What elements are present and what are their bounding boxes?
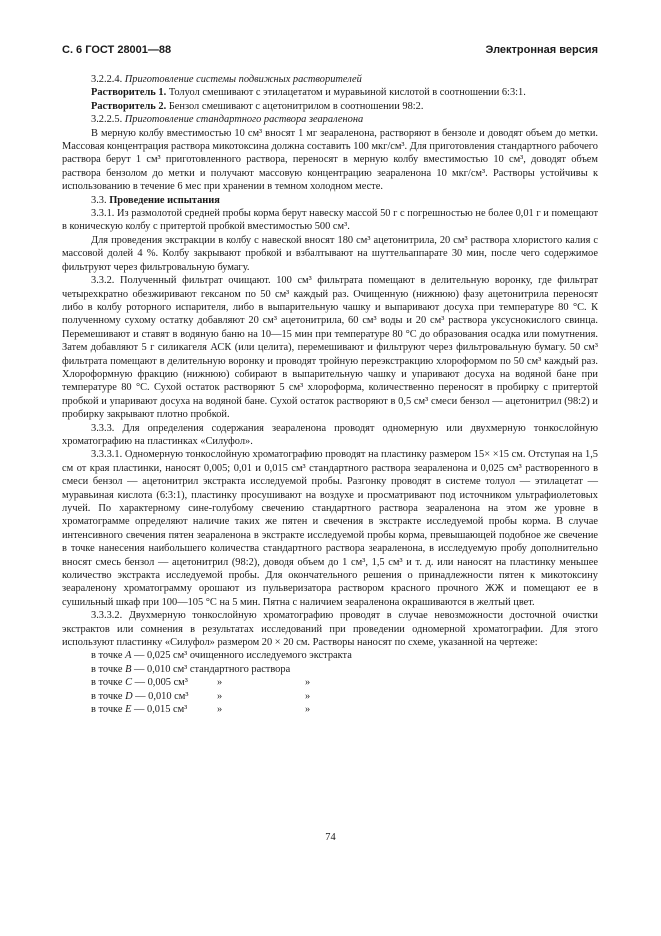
ditto-mark: »	[217, 690, 223, 702]
point-letter: C	[125, 677, 132, 689]
list-item	[91, 676, 598, 689]
solvent-2-label: Растворитель 2.	[91, 100, 167, 112]
section-3225-heading	[62, 113, 598, 126]
solvent-1-text: Толуол смешивают с этилацетатом и муравьиной кислотой в соотношении 6:3:1.	[168, 87, 526, 99]
solvent-2-paragraph	[62, 100, 598, 113]
point-letter: B	[125, 663, 132, 675]
point-prefix: в точке	[91, 677, 126, 689]
header-electronic-version: Электронная версия	[485, 44, 598, 56]
ditto-mark: »	[217, 677, 223, 689]
point-letter: A	[125, 650, 132, 662]
header-gost-number: С. 6 ГОСТ 28001—88	[62, 44, 172, 56]
page-number: 74	[325, 832, 336, 843]
point-text: — 0,010 см³ стандартного раствора	[131, 663, 291, 675]
list-item	[91, 663, 598, 676]
section-3225-text: В мерную колбу вместимостью 10 см³ вносят 1 мг зеараленона, растворяют в бензоле и доводят объем до метки. Массовая концентрация раствора микотоксина должна составить 100 мкг/см³. Для приготовления стандартного рабочего раствора берут 1 см³ приготовленного раствора, переносят в мерную колбу вместимостью 10 см³, доводят объем раствора бензолом до метки и получают массовую концентрацию зеараленона 10 мкг/см³. Растворы устойчивы к использованию в течение 6 мес при хранении в темном холодном месте.	[62, 127, 598, 193]
list-item	[91, 690, 598, 703]
section-number: 3.2.2.5.	[91, 114, 123, 126]
section-333-text: 3.3.3. Для определения содержания зеараленона проводят одномерную или двухмерную тонкослойную хроматографию на пластинках «Силуфол».	[62, 422, 598, 447]
solvent-1-paragraph	[62, 86, 598, 99]
ditto-mark: »	[305, 704, 311, 716]
solvent-2-text: Бензол смешивают с ацетонитрилом в соотношении 98:2.	[168, 100, 424, 112]
list-item	[91, 649, 598, 662]
ditto-mark: »	[305, 690, 311, 702]
list-item	[91, 703, 598, 716]
point-prefix: в точке	[91, 650, 126, 662]
section-332-text: 3.3.2. Полученный фильтрат очищают. 100 см³ фильтрата помещают в делительную воронку, где фильтрат четырехкратно обезжиривают гексаном по 50 см³ каждый раз. Очищенную (нижнюю) фазу ацетонитрила переносят либо в колбу роторного испарителя, либо в выпарительную чашку и выпаривают досуха при температуре 80 °С. К полученному сухому остатку добавляют 20 см³ ацетонитрила, 60 см³ воды и 20 см³ раствора уксуснокислого свинца. Перемешивают и ставят в водяную баню на 10—15 мин при температуре 80 °С до образования осадка или помутнения. Затем добавляют 5 г силикагеля АСК (или целита), перемешивают и фильтруют через фильтровальную бумагу. 50 см³ фильтрата помещают в делительную воронку и проводят тройную переэкстракцию хлороформом по 50 см³ каждый раз. Хлороформную фракцию (нижнюю) собирают в выпарительную чашку и упаривают досуха на водяной бане при температуре 80 °С. Сухой остаток растворяют 5 см³ хлороформа, количественно переносят в пробирку с притертой пробкой и упаривают досуха на водяной бане. Сухой остаток растворяют в 0,5 см³ смеси бензол — ацетонитрил (98:2) и пробирку закрывают плотно пробкой.	[62, 275, 598, 421]
section-3224-heading	[62, 73, 598, 86]
point-text: — 0,015 см³	[131, 704, 188, 716]
section-title: Проведение испытания	[109, 194, 220, 206]
point-letter: E	[125, 704, 132, 716]
section-title: Приготовление стандартного раствора зеараленона	[124, 114, 364, 126]
ditto-mark: »	[217, 704, 223, 716]
solvent-1-label: Растворитель 1.	[91, 87, 167, 99]
point-prefix: в точке	[91, 663, 126, 675]
application-points-list	[62, 649, 598, 716]
point-text: — 0,010 см³	[132, 690, 189, 702]
section-3331-text: 3.3.3.1. Одномерную тонкослойную хроматографию проводят на пластинку размером 15× ×15 см. Отступая на 1,5 см от края пластинки, наносят 0,005; 0,01 и 0,015 см³ стандартного раствора зеараленона и 0,025 см³ растворенного в смеси бензол — ацетонитрил экстракта исследуемой пробы. Разгонку проводят в системе толуол — этилацетат — муравьиная кислота (6:3:1), пластинку просушивают на воздухе и просматривают под источником ультрафиолетовых лучей. По характерному сине-голубому свечению стандартного раствора зеараленона на этом же уровне в хроматограмме определяют наличие таких же пятен и свечения в экстракте исследуемой пробы корма. В случае интенсивного свечения пятен зеараленона в экстракте исследуемой пробы корма, превышающей подобное же свечение в точке нанесения наибольшего количества стандартного раствора зеараленона, в исследуемую пробу дополнительно вносят смесь бензол — ацетонитрил (98:2), доводя объем до 1 см³, 1,5 см³ и т. д. или наносят на пластинку меньшее количество экстракта исследуемой пробы. Для окончательного решения о принадлежности пятен к микотоксину зеараленону хроматограмму орошают из пульверизатора раствором красного прочного ЖЖ и помещают ее в сушильный шкаф при 100—105 °С на 5 мин. Пятна с наличием зеараленона окрашиваются в желтый цвет.	[62, 449, 598, 608]
section-number: 3.2.2.4.	[91, 74, 123, 85]
point-text: — 0,025 см³ очищенного исследуемого экстракта	[131, 650, 352, 662]
section-number: 3.3.	[91, 194, 107, 206]
ditto-mark: »	[305, 677, 311, 689]
section-331-extraction-text: Для проведения экстракции в колбу с навеской вносят 180 см³ ацетонитрила, 20 см³ раствора хлористого калия с массовой долей 4 %. Колбу закрывают пробкой и взбалтывают на шуттельаппарате 30 мин, после чего содержимое фильтруют через фильтровальную бумагу.	[62, 234, 598, 273]
section-331-text: 3.3.1. Из размолотой средней пробы корма берут навеску массой 50 г с погрешностью не более 0,01 г и помещают в коническую колбу с притертой пробкой вместимостью 500 см³.	[62, 208, 598, 233]
point-letter: D	[125, 690, 133, 702]
point-prefix: в точке	[91, 704, 126, 716]
section-3332-text: 3.3.3.2. Двухмерную тонкослойную хроматографию проводят в случае невозможности досточной очистки экстрактов или сомнения в результатах исследований при проведении одномерной хроматографии. Для этого используют пластинку «Силуфол» размером 20 × 20 см. Растворы наносят по схеме, указанной на чертеже:	[62, 610, 598, 649]
section-title: Приготовление системы подвижных растворителей	[124, 74, 362, 85]
section-33-heading	[62, 194, 598, 207]
point-prefix: в точке	[91, 690, 126, 702]
point-text: — 0,005 см³	[132, 677, 188, 689]
body-text	[62, 73, 598, 716]
